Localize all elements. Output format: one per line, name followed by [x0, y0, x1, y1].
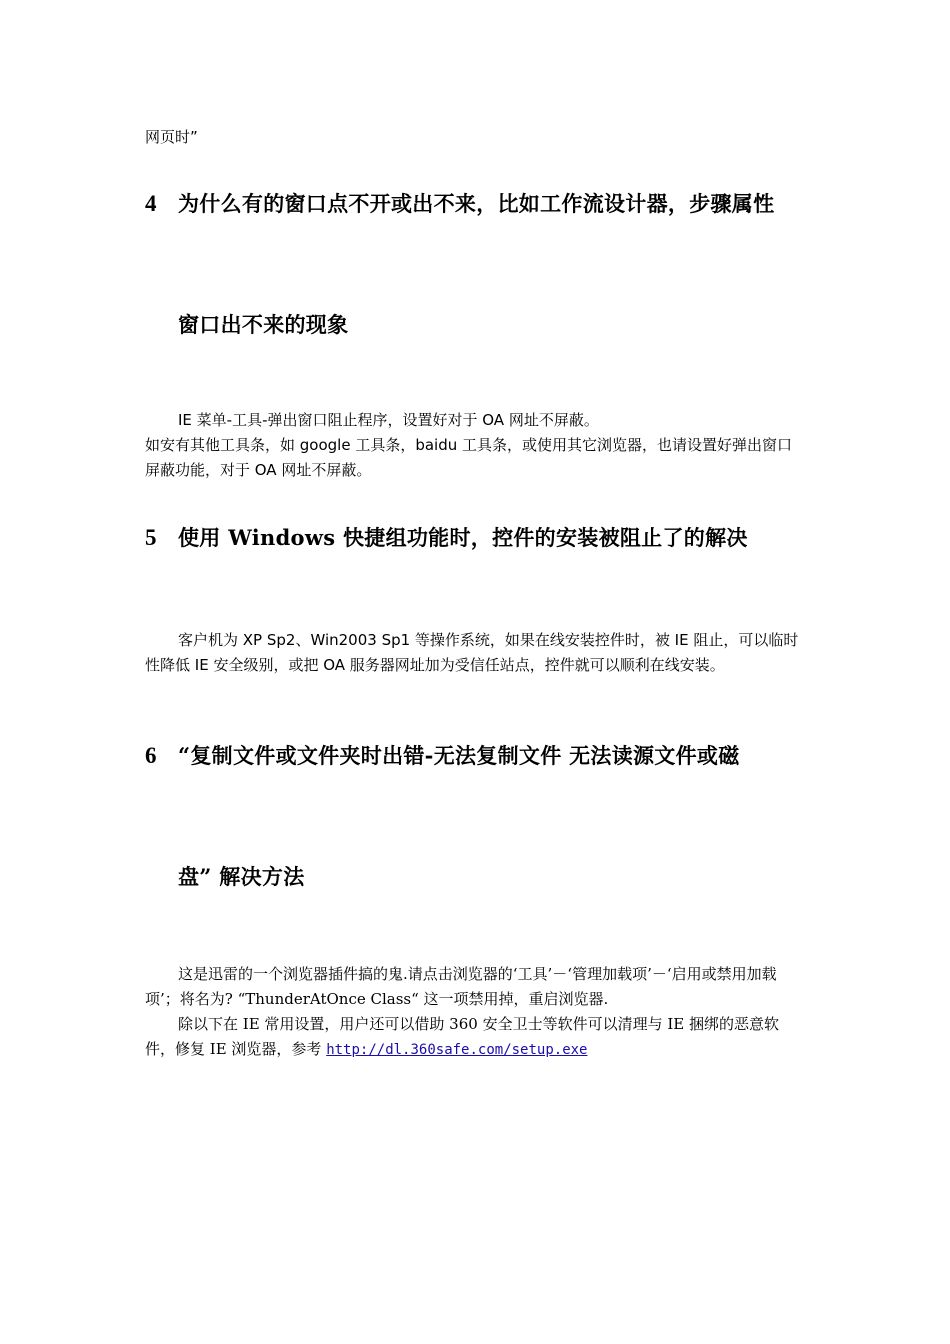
section-6-paragraph-2-text: 除以下在 IE 常用设置，用户还可以借助 360 安全卫士等软件可以清理与 IE 捆绑的恶意软件，修复 IE 浏览器，参考: [145, 1015, 779, 1058]
section-6-paragraph-2: [145, 1012, 805, 1063]
section-5-title-line1: 使用 Windows 快捷组功能时，控件的安装被阻止了的解决: [178, 525, 748, 550]
section-6-title-line2: 盘” 解决方法: [178, 864, 305, 889]
section-4-title-line1: 为什么有的窗口点不开或出不来，比如工作流设计器，步骤属性: [178, 191, 775, 216]
section-6-paragraph-1: 这是迅雷的一个浏览器插件搞的鬼.请点击浏览器的‘工具’－‘管理加载项’－‘启用或禁用加载项’；将名为? “ThunderAtOnce Class“ 这一项禁用掉，重启浏览器.: [145, 965, 777, 1008]
intro-fragment: 网页时”: [145, 128, 198, 146]
section-5-heading: [145, 522, 748, 552]
section-6-title-line1: “复制文件或文件夹时出错-无法复制文件 无法读源文件或磁: [178, 743, 740, 768]
section-4-title-line2: 窗口出不来的现象: [178, 312, 349, 337]
section-4-heading: [145, 188, 774, 218]
section-6-heading: [145, 740, 740, 770]
section-4-number: 4: [145, 191, 157, 216]
setup-download-link[interactable]: http://dl.360safe.com/setup.exe: [326, 1042, 588, 1058]
section-5-paragraph-1: 客户机为 XP Sp2、Win2003 Sp1 等操作系统，如果在线安装控件时，被 IE 阻止，可以临时性降低 IE 安全级别，或把 OA 服务器网址加为受信任站点，控件就可以顺利在线安装。: [145, 631, 799, 674]
section-5-number: 5: [145, 525, 157, 550]
section-4-paragraph-1: IE 菜单-工具-弹出窗口阻止程序，设置好对于 OA 网址不屏蔽。: [178, 411, 599, 429]
section-6-number: 6: [145, 743, 157, 768]
section-4-paragraph-2: 如安有其他工具条，如 google 工具条，baidu 工具条，或使用其它浏览器，也请设置好弹出窗口屏蔽功能，对于 OA 网址不屏蔽。: [145, 436, 793, 479]
